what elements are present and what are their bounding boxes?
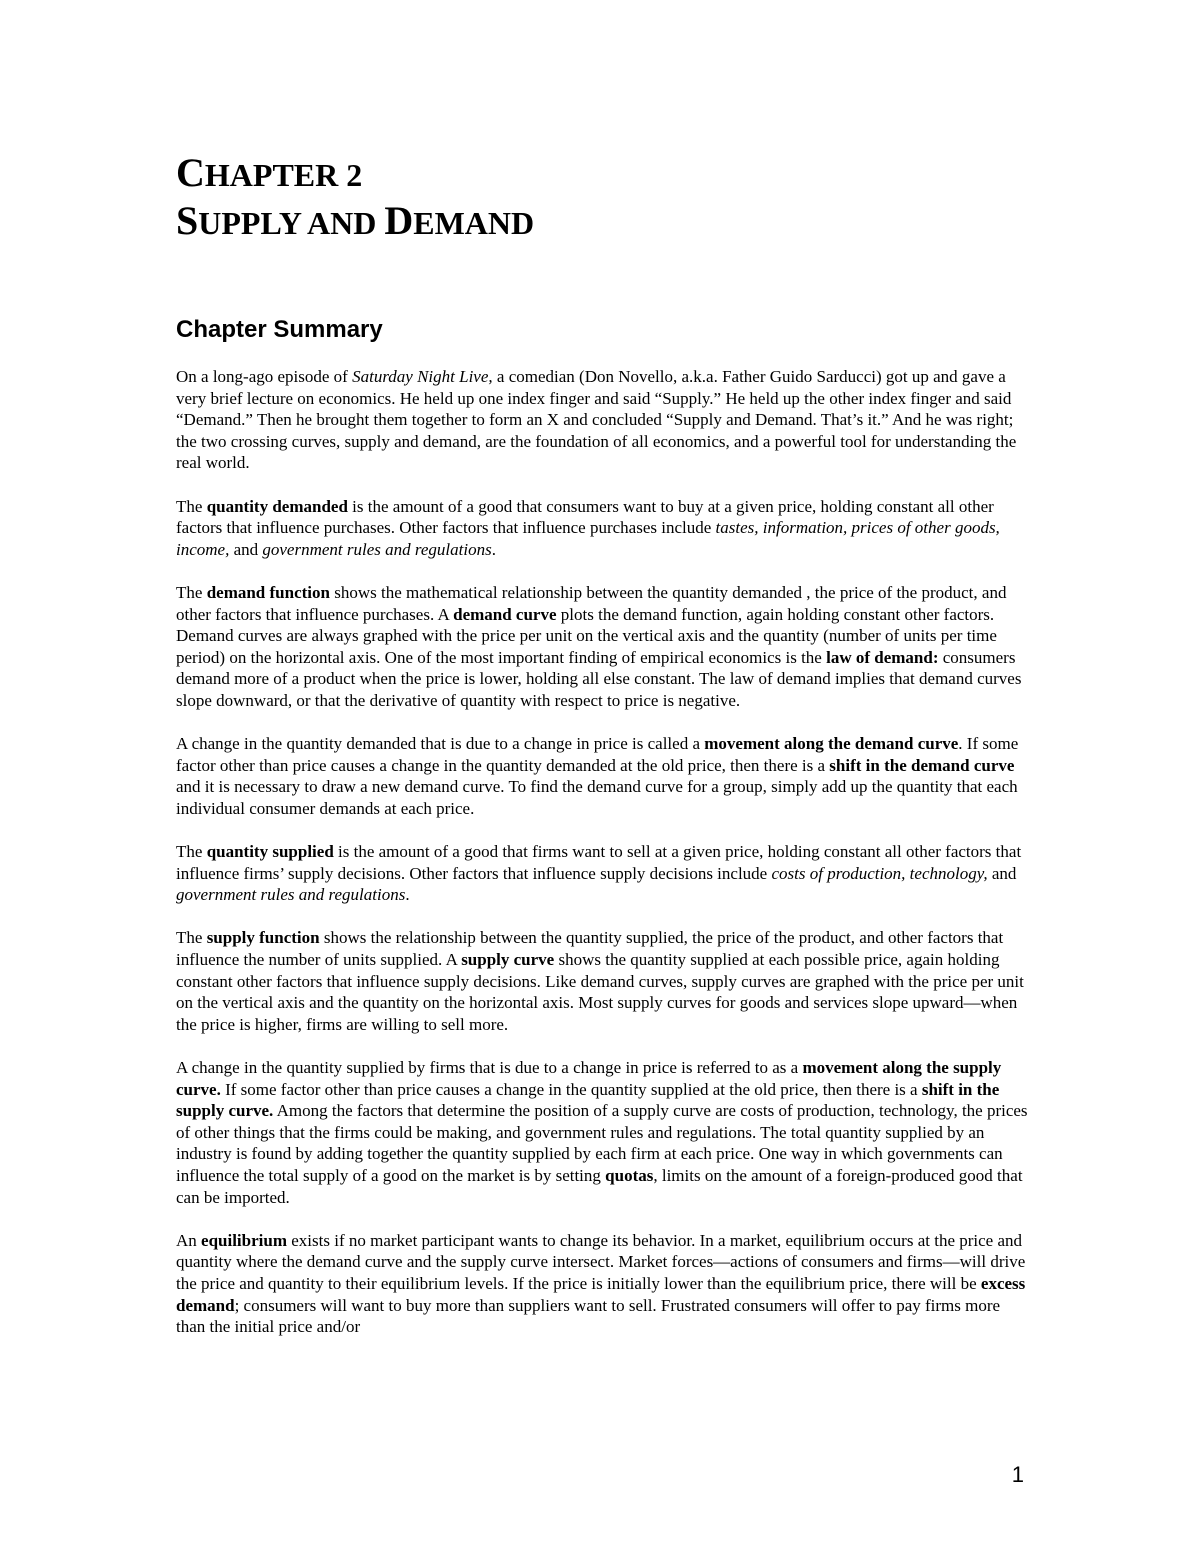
chapter-number-line: CHAPTER 2 bbox=[176, 150, 363, 195]
paragraph-intro: On a long-ago episode of Saturday Night Live, a comedian (Don Novello, a.k.a. Father Guido Sarducci) got up and gave a very brief lecture on economics. He held up one index finger and said “Supply.” He held up the other index finger and said “Demand.” Then he brought them together to form an X and concluded “Supply and Demand. That’s it.” And he was right; the two crossing curves, supply and demand, are the foundation of all economics, and a powerful tool for understanding the real world. bbox=[176, 367, 1017, 473]
chapter-name-line: SUPPLY AND DEMAND bbox=[176, 198, 535, 243]
chapter-title bbox=[176, 150, 534, 246]
paragraph-supply-movement: A change in the quantity supplied by firms that is due to a change in price is referred to as a movement along the supply curve. If some factor other than price causes a change in the quantity supplied at the old price, then there is a shift in the supply curve. Among the factors that determine the position of a supply curve are costs of production, technology, the prices of other things that the firms could be making, and government rules and regulations. The total quantity supplied by an industry is found by adding together the quantity supplied by each firm at each price. One way in which governments can influence the total supply of a good on the market is by setting quotas, limits on the amount of a foreign-produced good that can be imported. bbox=[176, 1058, 1028, 1207]
body-text bbox=[176, 366, 1032, 1359]
paragraph-supply-function: The supply function shows the relationship between the quantity supplied, the price of the product, and other factors that influence the number of units supplied. A supply curve shows the quantity supplied at each possible price, again holding constant other factors that influence supply decisions. Like demand curves, supply curves are graphed with the price per unit on the vertical axis and the quantity on the horizontal axis. Most supply curves for goods and services slope upward—when the price is higher, firms are willing to sell more. bbox=[176, 928, 1024, 1034]
paragraph-equilibrium: An equilibrium exists if no market participant wants to change its behavior. In a market, equilibrium occurs at the price and quantity where the demand curve and the supply curve intersect. Market forces—actions of consumers and firms—will drive the price and quantity to their equilibrium levels. If the price is initially lower than the equilibrium price, there will be excess demand; consumers will want to buy more than suppliers want to sell. Frustrated consumers will offer to pay firms more than the initial price and/or bbox=[176, 1230, 1026, 1337]
paragraph-quantity-demanded: The quantity demanded is the amount of a good that consumers want to buy at a given price, holding constant all other factors that influence purchases. Other factors that influence purchases include tastes, information, prices of other goods, income, and government rules and regulations. bbox=[176, 496, 1000, 559]
page-number: 1 bbox=[1011, 1462, 1024, 1487]
paragraph-demand-movement: A change in the quantity demanded that is due to a change in price is called a movement along the demand curve. If some factor other than price causes a change in the quantity demanded at the old price, then there is a shift in the demand curve and it is necessary to draw a new demand curve. To find the demand curve for a group, simply add up the quantity that each individual consumer demands at each price. bbox=[176, 734, 1019, 818]
paragraph-quantity-supplied: The quantity supplied is the amount of a good that firms want to sell at a given price, holding constant all other factors that influence firms’ supply decisions. Other factors that influence supply decisions include costs of production, technology, and government rules and regulations. bbox=[176, 842, 1022, 905]
section-heading: Chapter Summary bbox=[176, 316, 383, 343]
paragraph-demand-function: The demand function shows the mathematical relationship between the quantity demanded , the price of the product, and other factors that influence purchases. A demand curve plots the demand function, again holding constant other factors. Demand curves are always graphed with the price per unit on the vertical axis and the quantity (number of units per time period) on the horizontal axis. One of the most important finding of empirical economics is the law of demand: consumers demand more of a product when the price is lower, holding all else constant. The law of demand implies that demand curves slope downward, or that the derivative of quantity with respect to price is negative. bbox=[176, 582, 1022, 710]
